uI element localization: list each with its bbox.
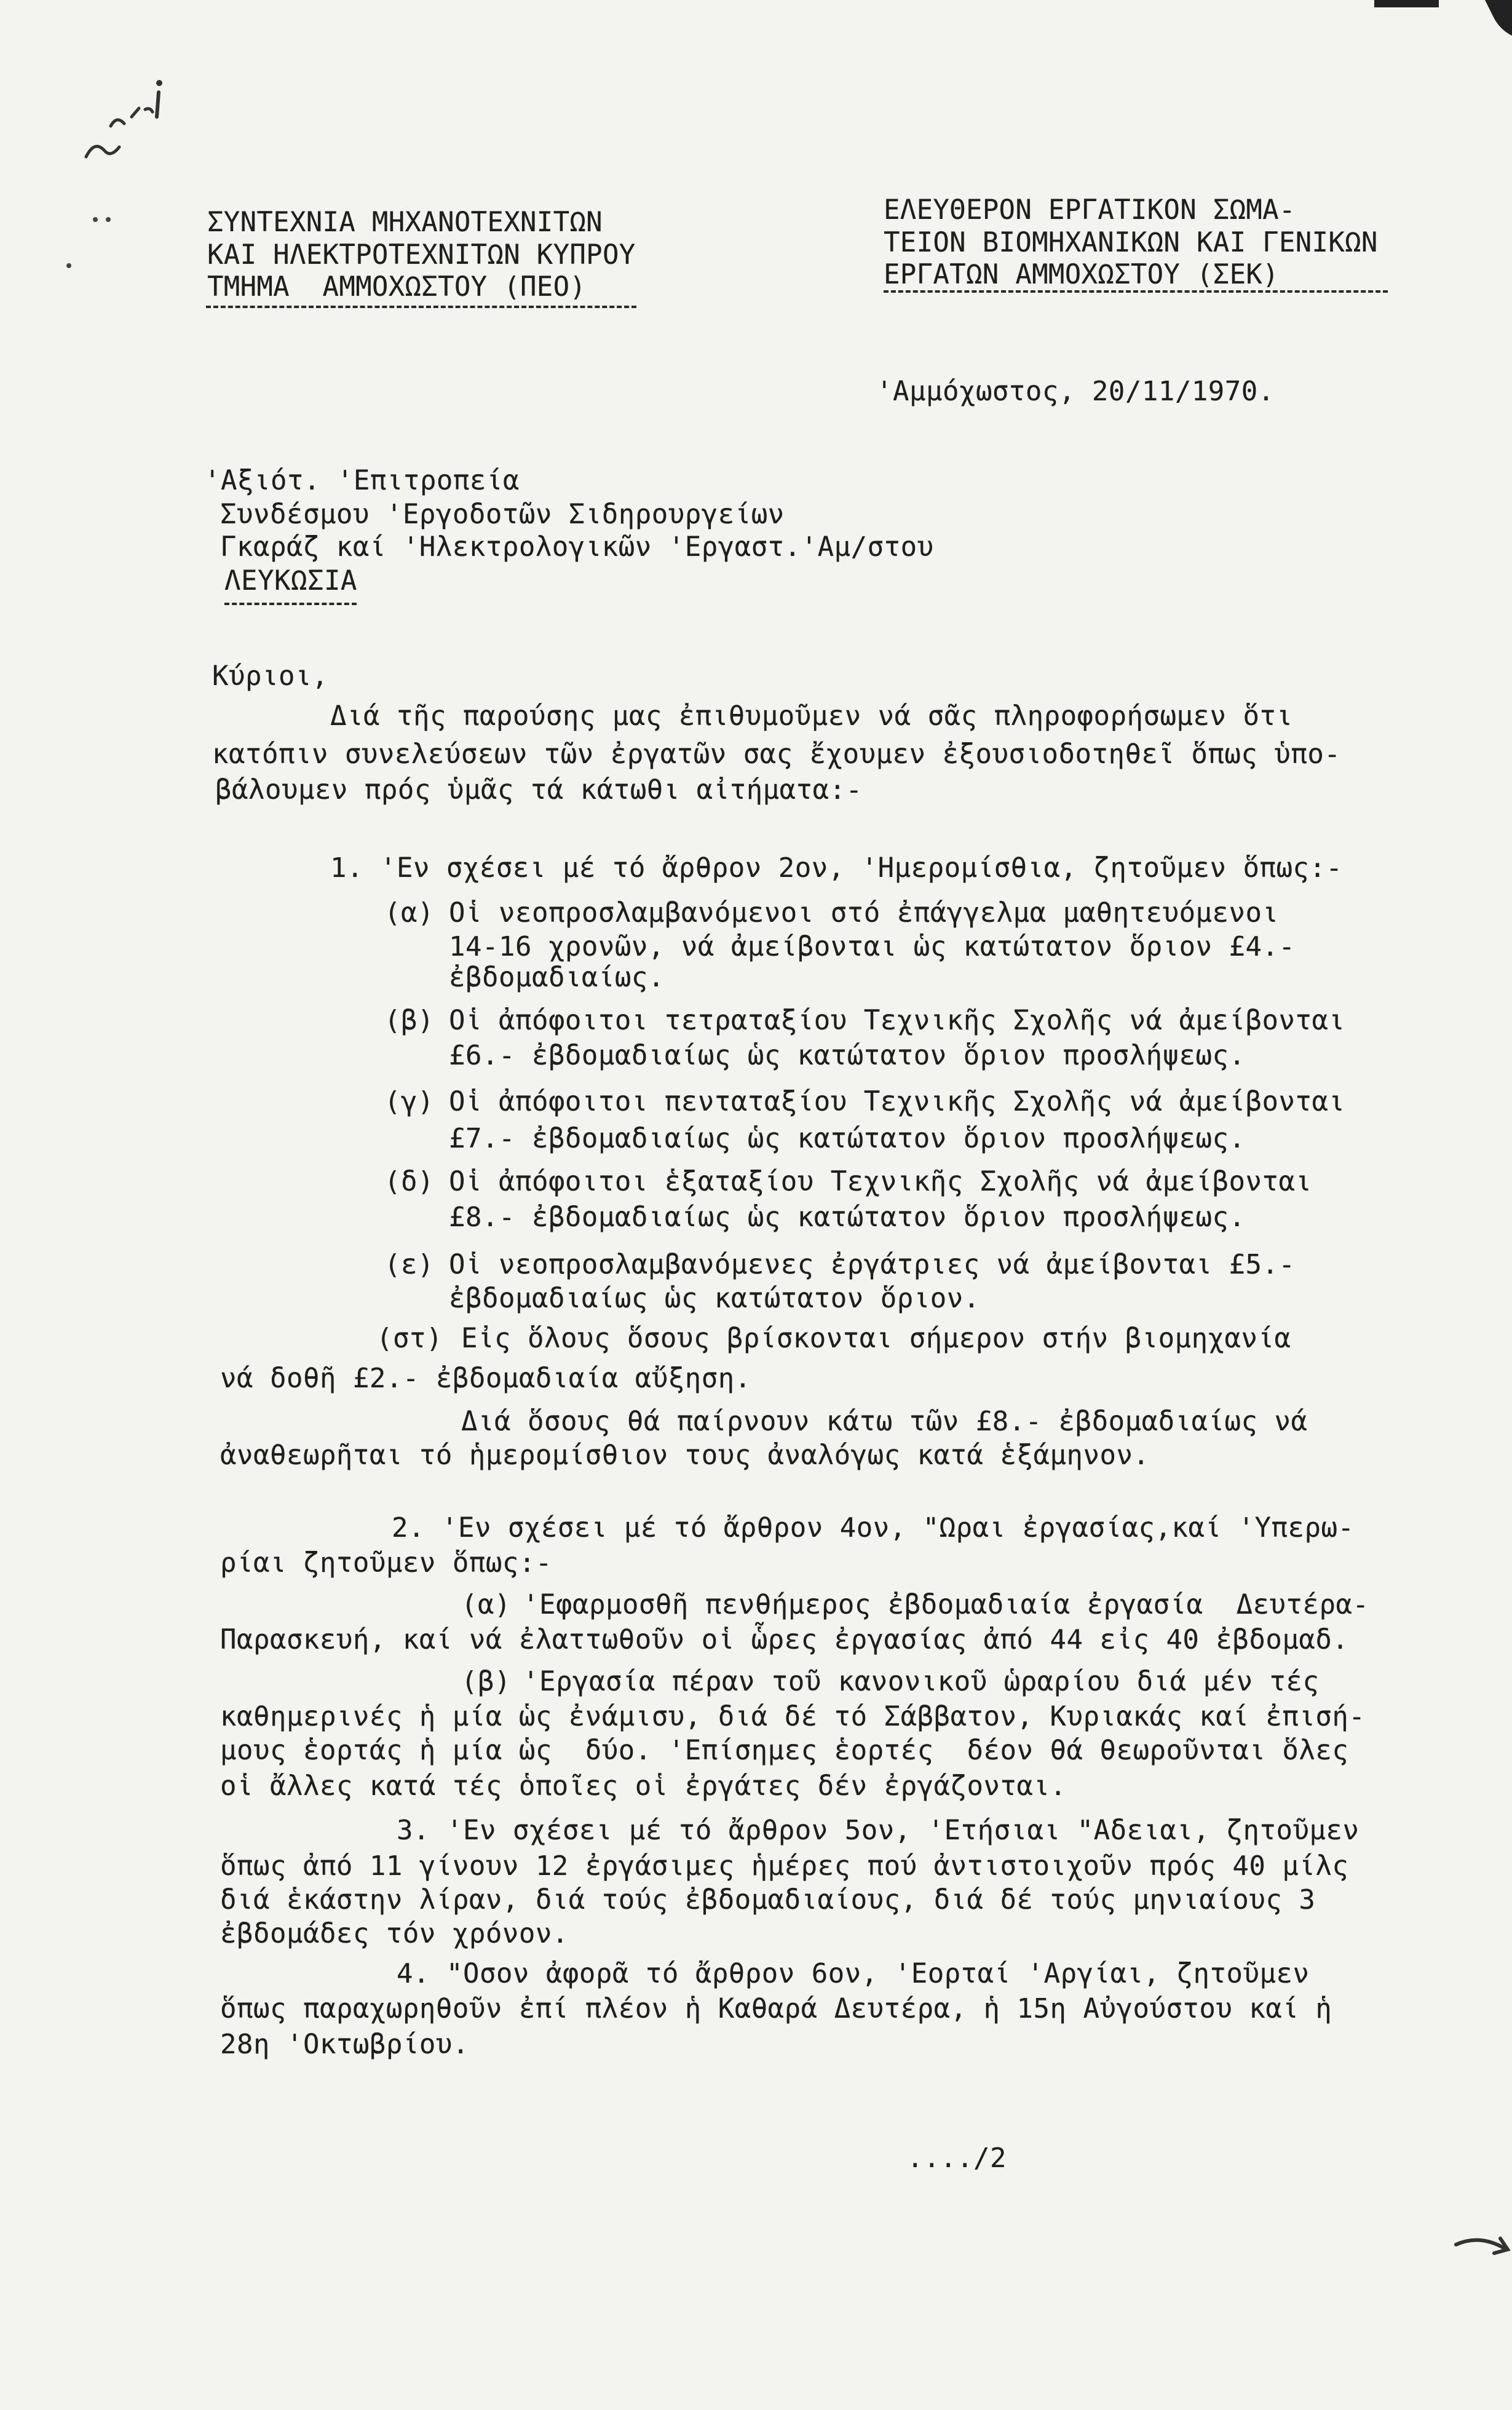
header-right-underline — [884, 290, 1388, 293]
point-2-item-line: οἱ ἄλλες κατά τές ὁποῖες οἱ ἐργάτες δέν ἐργάζονται. — [220, 1770, 1067, 1802]
point-1-item-line: 14-16 χρονῶν, νά ἀμείβονται ὡς κατώτατον ὅριον £4.- — [449, 931, 1296, 962]
point-1-item-line: Οἱ ἀπόφοιτοι πενταταξίου Τεχνικῆς Σχολῆς νά ἀμείβονται — [449, 1086, 1345, 1117]
point-4-line-3: 28η 'Οκτωβρίου. — [220, 2029, 469, 2060]
point-2-item-line: μους ἑορτάς ἡ μία ὡς δύο. 'Επίσημες ἑορτές δέον θά θεωροῦνται ὅλες — [220, 1735, 1349, 1766]
margin-arrow-mark — [1456, 2238, 1508, 2253]
addressee-line-1: 'Αξιότ. 'Επιτροπεία — [204, 465, 520, 496]
header-right-line-1: ΕΛΕΥΘΕΡΟΝ ΕΡΓΑΤΙΚΟΝ ΣΩΜΑ- — [884, 194, 1296, 226]
point-3-line-2: ὅπως ἀπό 11 γίνουν 12 ἐργάσιμες ἡμέρες πού ἀντιστοιχοῦν πρός 40 μίλς — [220, 1850, 1349, 1882]
point-3-line-1: 3. 'Εν σχέσει μέ τό ἄρθρον 5ον, 'Ετήσιαι "Αδειαι, ζητοῦμεν — [397, 1815, 1360, 1846]
date-line: 'Αμμόχωστος, 20/11/1970. — [876, 376, 1275, 407]
point-3-line-4: ἐβδομάδες τόν χρόνον. — [220, 1918, 569, 1949]
point-1-item-line: £6.- ἐβδομαδιαίως ὡς κατώτατον ὅριον προσλήψεως. — [449, 1040, 1246, 1071]
ink-dot — [156, 80, 162, 86]
point-1-item-line: ἐβδομαδιαίως ὡς κατώτατον ὅριον. — [449, 1283, 980, 1314]
point-2-item-line: καθημερινές ἡ μία ὡς ἐνάμισυ, διά δέ τό Σάββατον, Κυριακάς καί ἐπισή- — [220, 1701, 1366, 1732]
intro-line-1: Διά τῆς παρούσης μας ἐπιθυμοῦμεν νά σᾶς πληροφορήσωμεν ὅτι — [330, 700, 1293, 732]
point-2-item-line: 'Εφαρμοσθῆ πενθήμερος ἐβδομαδιαία ἐργασία Δευτέρα- — [523, 1589, 1369, 1620]
pen-tick-mark — [157, 92, 159, 117]
header-right-line-3: ΕΡΓΑΤΩΝ ΑΜΜΟΧΩΣΤΟΥ (ΣΕΚ) — [884, 259, 1279, 290]
point-1-item-line: £8.- ἐβδομαδιαίως ὡς κατώτατον ὅριον προσλήψεως. — [449, 1202, 1246, 1233]
page-continuation-marker: ..../2 — [907, 2142, 1007, 2174]
point-2-heading-line-2: ρίαι ζητοῦμεν ὅπως:- — [220, 1547, 552, 1579]
point-4-line-2: ὅπως παραχωρηθοῦν ἐπί πλέον ἡ Καθαρά Δευτέρα, ἡ 15η Αὐγούστου καί ἡ — [220, 1993, 1332, 2024]
point-1-item-line: νά δοθῆ £2.- ἐβδομαδιαία αὔξηση. — [220, 1363, 751, 1394]
intro-line-3: βάλουμεν πρός ὑμᾶς τά κάτωθι αἰτήματα:- — [215, 774, 863, 806]
point-1-note-line-1: Διά ὅσους θά παίρνουν κάτω τῶν £8.- ἐβδομαδιαίως νά — [461, 1406, 1308, 1437]
point-2-item-label: (β) — [461, 1666, 511, 1697]
point-1-item-label: (γ) — [384, 1086, 434, 1117]
header-left-line-2: ΚΑΙ ΗΛΕΚΤΡΟΤΕΧΝΙΤΩΝ ΚΥΠΡΟΥ — [207, 239, 636, 271]
intro-line-2: κατόπιν συνελεύσεων τῶν ἐργατῶν σας ἔχουμεν ἐξουσιοδοτηθεῖ ὅπως ὑπο- — [212, 739, 1341, 770]
addressee-line-3: Γκαράζ καί 'Ηλεκτρολογικῶν 'Εργαστ.'Αμ/στου — [220, 531, 934, 563]
ink-dot — [66, 263, 71, 268]
point-1-item-line: Εἰς ὅλους ὅσους βρίσκονται σήμερον στήν βιομηχανία — [461, 1323, 1291, 1354]
point-2-heading-line-1: 2. 'Εν σχέσει μέ τό ἄρθρον 4ον, "Ωραι ἐργασίας,καί 'Υπερω- — [392, 1512, 1355, 1544]
point-1-item-line: Οἱ ἀπόφοιτοι ἑξαταξίου Τεχνικῆς Σχολῆς νά ἀμείβονται — [449, 1166, 1312, 1197]
ink-dot — [93, 217, 98, 222]
addressee-city-underline — [224, 603, 357, 605]
top-edge-blotch — [1374, 0, 1439, 7]
point-2-item-line: 'Εργασία πέραν τοῦ κανονικοῦ ὡραρίου διά μέν τές — [523, 1666, 1320, 1697]
header-right-line-2: ΤΕΙΟΝ ΒΙΟΜΗΧΑΝΙΚΩΝ ΚΑΙ ΓΕΝΙΚΩΝ — [884, 227, 1378, 258]
header-left-line-1: ΣΥΝΤΕΧΝΙΑ ΜΗΧΑΝΟΤΕΧΝΙΤΩΝ — [207, 207, 603, 238]
point-1-item-label: (στ) — [376, 1323, 443, 1354]
point-1-item-label: (β) — [384, 1005, 434, 1036]
addressee-line-2: Συνδέσμου 'Εργοδοτῶν Σιδηρουργείων — [220, 499, 785, 530]
point-1-item-label: (ε) — [384, 1249, 434, 1280]
point-1-item-line: Οἱ νεοπροσλαμβανόμενες ἐργάτριες νά ἀμείβονται £5.- — [449, 1249, 1296, 1280]
point-2-item-label: (α) — [461, 1589, 511, 1620]
point-1-item-line: Οἱ νεοπροσλαμβανόμενοι στό ἐπάγγελμα μαθητευόμενοι — [449, 897, 1279, 929]
point-1-item-line: Οἱ ἀπόφοιτοι τετραταξίου Τεχνικῆς Σχολῆς νά ἀμείβονται — [449, 1005, 1345, 1036]
pen-scribble-mark — [86, 108, 152, 157]
ink-dot — [106, 217, 111, 222]
corner-blotch — [1485, 0, 1512, 36]
point-4-line-1: 4. "Οσον ἀφορᾶ τό ἄρθρον 6ον, 'Εορταί 'Αργίαι, ζητοῦμεν — [397, 1958, 1310, 1989]
addressee-city: ΛΕΥΚΩΣΙΑ — [224, 565, 357, 597]
header-left-line-3: ΤΜΗΜΑ ΑΜΜΟΧΩΣΤΟΥ (ΠΕΟ) — [207, 271, 587, 303]
salutation: Κύριοι, — [212, 660, 328, 692]
point-1-item-line: £7.- ἐβδομαδιαίως ὡς κατώτατον ὅριον προσλήψεως. — [449, 1123, 1246, 1154]
point-1-item-line: ἐβδομαδιαίως. — [449, 962, 665, 993]
point-1-item-label: (α) — [384, 897, 434, 929]
point-1-heading: 1. 'Εν σχέσει μέ τό ἄρθρον 2ον, 'Ημερομίσθια, ζητοῦμεν ὅπως:- — [330, 852, 1343, 884]
header-left-underline — [206, 306, 636, 308]
point-2-item-line: Παρασκευή, καί νά ἐλαττωθοῦν οἱ ὧρες ἐργασίας ἀπό 44 εἰς 40 ἐβδομαδ. — [220, 1624, 1349, 1655]
point-1-note-line-2: ἀναθεωρῆται τό ἡμερομίσθιον τους ἀναλόγως κατά ἑξάμηνον. — [220, 1440, 1150, 1471]
point-1-item-label: (δ) — [384, 1166, 434, 1197]
point-3-line-3: διά ἑκάστην λίραν, διά τούς ἐβδομαδιαίους, διά δέ τούς μηνιαίους 3 — [220, 1884, 1316, 1916]
